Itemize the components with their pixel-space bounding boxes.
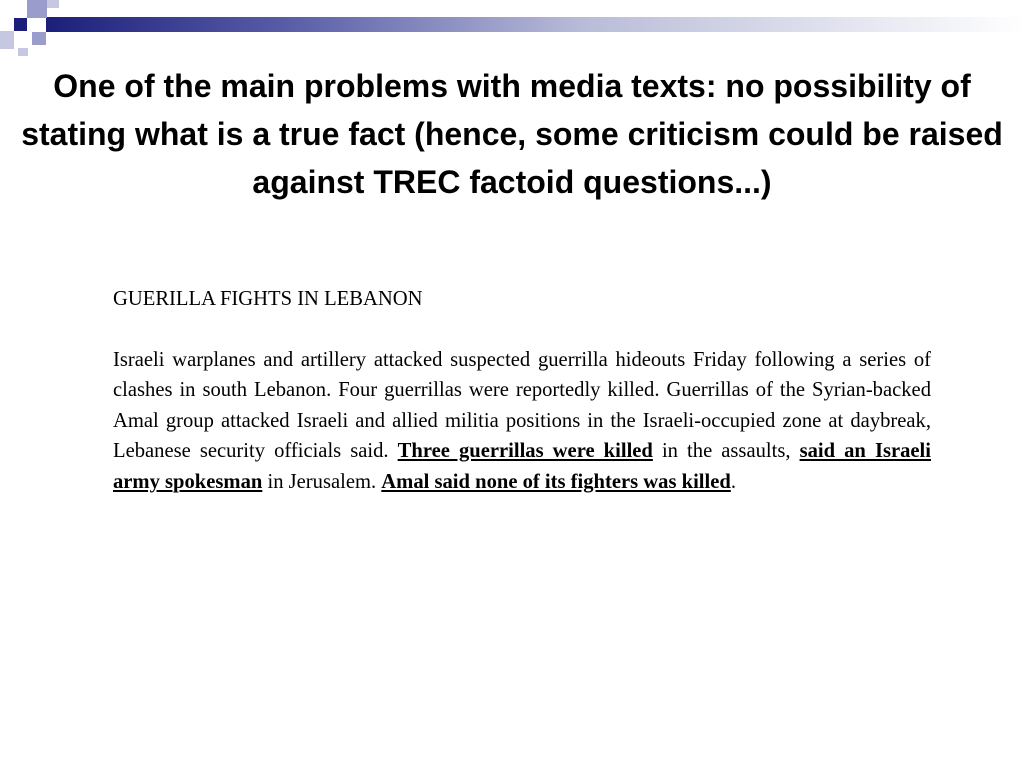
header-decoration [0,0,1024,56]
decorative-square [0,31,14,49]
header-gradient-bar [46,17,1024,32]
decorative-square [27,0,47,18]
decorative-square [14,18,27,31]
highlighted-claim: Amal said none of its fighters was killed [381,470,731,493]
slide-title: One of the main problems with media texts: no possibility of stating what is a true fact (hence, some criticism could be raised against TREC factoid questions...) [21,68,1003,200]
highlighted-claim: Three guerrillas were killed [397,440,653,462]
decorative-square [18,48,28,56]
body-text: in Jerusalem. [262,470,382,493]
article-heading: GUERILLA FIGHTS IN LEBANON [113,288,423,310]
body-text: Israeli warplanes and artillery attacked suspected guerrilla hideouts Friday following a series of clashes in south Lebanon. Four guerrillas were reportedly killed. Guerrillas of the Syrian-backed Amal group attacked Israeli and allied militia positions in the Israeli-occupied zone at daybreak, Lebanese security officials said. [113,348,931,462]
article-excerpt [113,284,931,497]
body-text: in the assaults, [652,440,800,462]
decorative-square [47,0,59,8]
decorative-square [32,32,46,45]
body-text: . [730,470,736,493]
article-body [113,345,931,498]
highlighted-source: said an Israeli army spokesman [113,440,931,493]
